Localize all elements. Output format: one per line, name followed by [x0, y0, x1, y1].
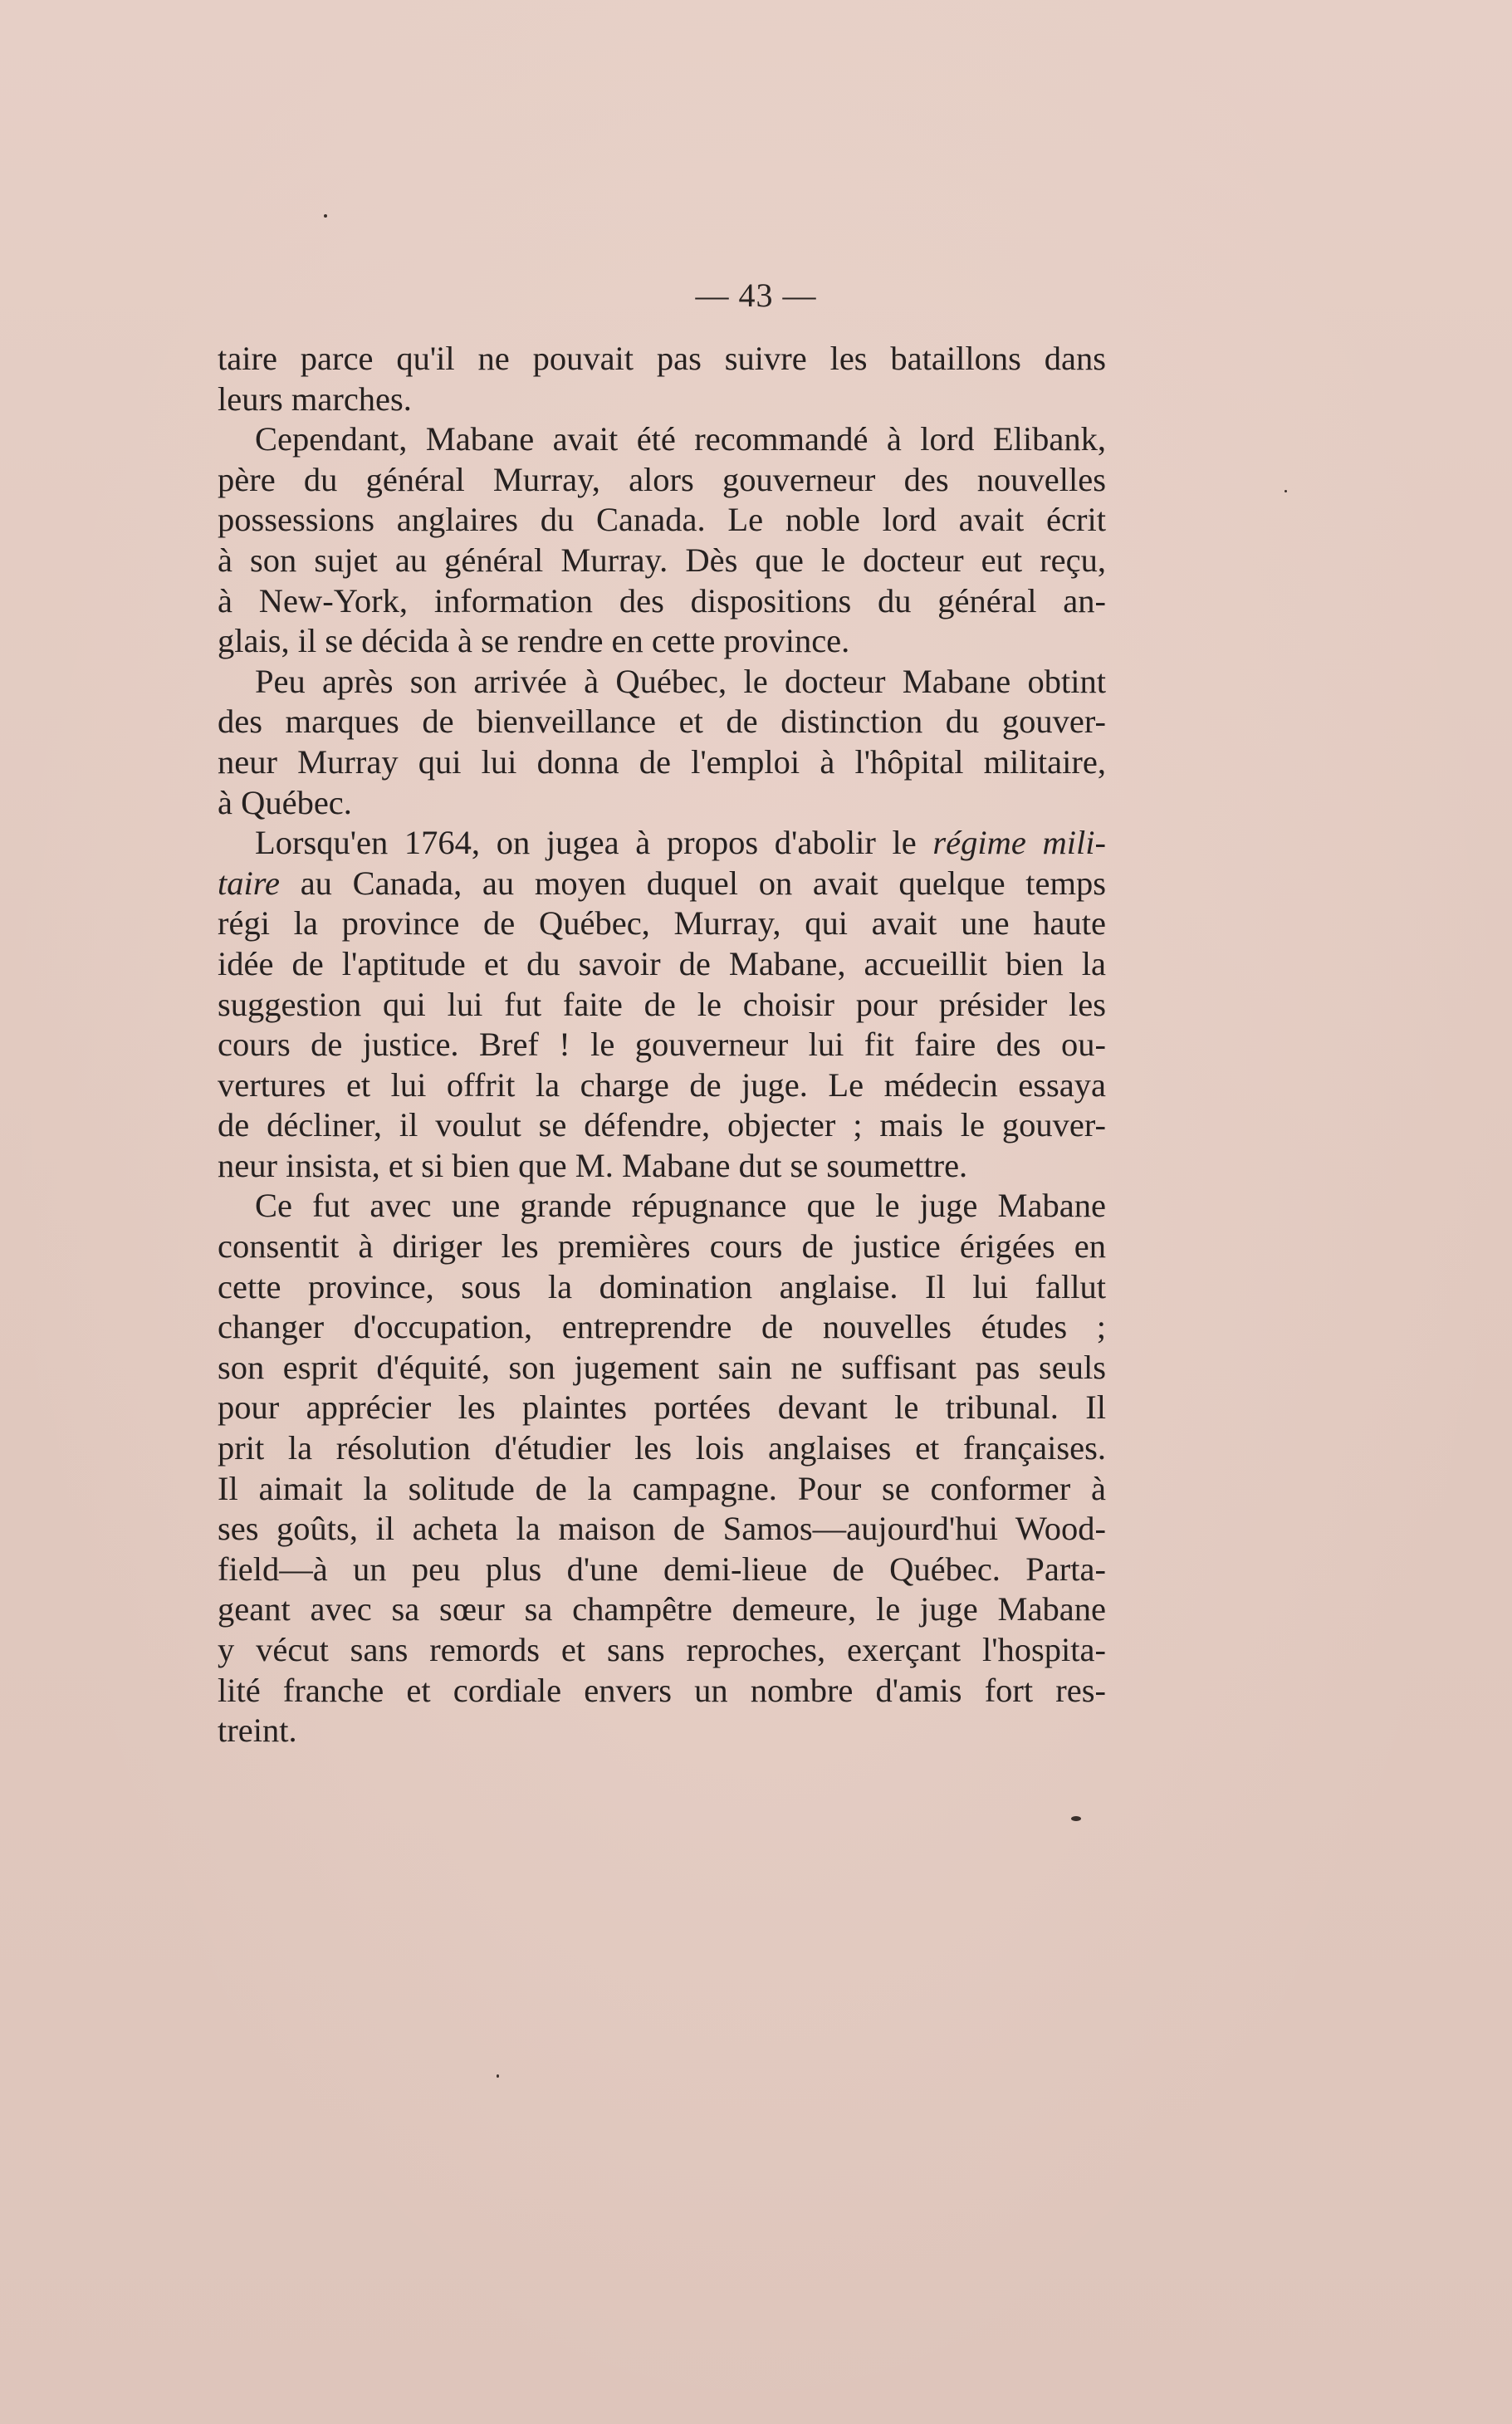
text-line: à Québec. [218, 783, 352, 821]
text-line: cours de justice. Bref ! le gouverneur lui fit faire des ou- [218, 1026, 1106, 1064]
text-line: père du général Murray, alors gouverneur des nouvelles [218, 460, 1106, 498]
text-line: régi la province de Québec, Murray, qui avait une haute [218, 904, 1106, 943]
text-line: ses goûts, il acheta la maison de Samos—aujourd'hui Wood- [218, 1510, 1106, 1548]
text-line: treint. [218, 1711, 297, 1750]
paragraph [218, 419, 1106, 662]
body-text [218, 339, 1106, 1751]
paragraph [218, 339, 1106, 419]
text-line: des marques de bienveillance et de distinction du gouver- [218, 703, 1106, 741]
ink-speck [497, 2074, 499, 2078]
paragraph [218, 662, 1106, 823]
text-line: à New-York, information des dispositions du général an- [218, 581, 1106, 619]
text-line: cette province, sous la domination anglaise. Il lui fallut [218, 1267, 1106, 1305]
text-line: vertures et lui offrit la charge de juge. Le médecin essaya [218, 1065, 1106, 1104]
text-line: taire parce qu'il ne pouvait pas suivre les bataillons dans [218, 340, 1106, 377]
text-line: idée de l'aptitude et du savoir de Mabane, accueillit bien la [218, 944, 1106, 982]
text-line: Cependant, Mabane avait été recommandé à lord Elibank, [255, 420, 1106, 458]
text-line [218, 864, 1106, 904]
text-line [218, 823, 1106, 864]
text-line: neur insista, et si bien que M. Mabane dut se soumettre. [218, 1146, 968, 1184]
text-line: Peu après son arrivée à Québec, le docteur Mabane obtint [255, 662, 1106, 700]
text-line-start: Lorsqu'en 1764, on jugea à propos d'abolir le [255, 824, 933, 862]
page-number: — 43 — [695, 277, 817, 314]
ink-speck [1284, 490, 1287, 492]
text-line: consentit à diriger les premières cours de justice érigées en [218, 1227, 1106, 1266]
text-line: pour apprécier les plaintes portées devant le tribunal. Il [218, 1388, 1106, 1427]
text-line: suggestion qui lui fut faite de le choisir pour présider les [218, 985, 1106, 1023]
text-line: neur Murray qui lui donna de l'emploi à l'hôpital militaire, [218, 742, 1106, 781]
text-line: prit la résolution d'étudier les lois anglaises et françaises. [218, 1429, 1106, 1467]
text-line-rest: au Canada, au moyen duquel on avait quelque temps [280, 864, 1106, 902]
text-line: possessions anglaires du Canada. Le noble lord avait écrit [218, 501, 1106, 539]
paragraph [218, 823, 1106, 1186]
text-line: y vécut sans remords et sans reproches, exerçant l'hospita- [218, 1631, 1106, 1668]
text-line: de décliner, il voulut se défendre, objecter ; mais le gouver- [218, 1106, 1106, 1144]
text-line: lité franche et cordiale envers un nombre d'amis fort res- [218, 1671, 1106, 1709]
text-line: geant avec sa sœur sa champêtre demeure, le juge Mabane [218, 1590, 1106, 1628]
text-line: Ce fut avec une grande répugnance que le juge Mabane [255, 1187, 1106, 1225]
text-line: field—à un peu plus d'une demi-lieue de Québec. Parta- [218, 1550, 1106, 1588]
text-line: Il aimait la solitude de la campagne. Pour se conformer à [218, 1469, 1106, 1507]
italic-term: taire [218, 864, 280, 902]
ink-speck [1071, 1816, 1081, 1821]
paragraph [218, 1186, 1106, 1751]
text-line: glais, il se décida à se rendre en cette province. [218, 622, 850, 660]
text-line: leurs marches. [218, 380, 412, 418]
ink-speck [324, 214, 327, 218]
text-line: à son sujet au général Murray. Dès que le docteur eut reçu, [218, 541, 1106, 579]
text-line: son esprit d'équité, son jugement sain ne suffisant pas seuls [218, 1348, 1106, 1386]
italic-term: régime mili- [932, 824, 1106, 862]
text-line: changer d'occupation, entreprendre de nouvelles études ; [218, 1308, 1106, 1346]
